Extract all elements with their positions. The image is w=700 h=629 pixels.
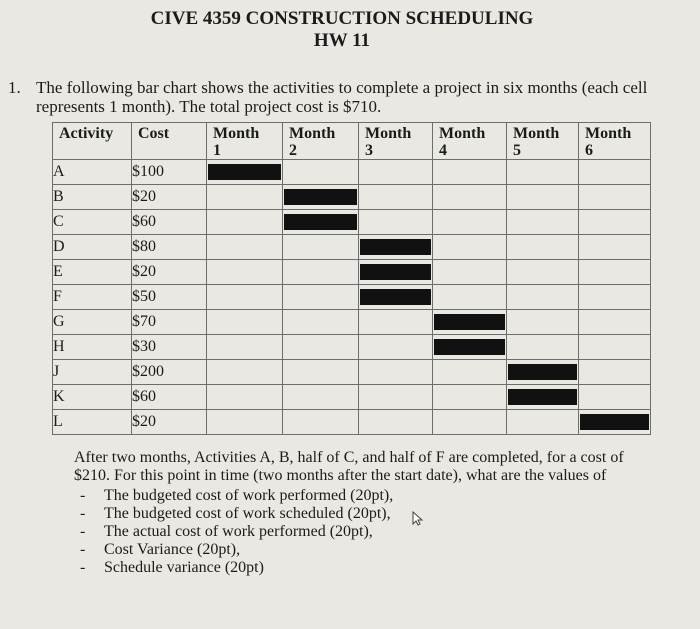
problem-item: - The budgeted cost of work scheduled (20pt), [74,505,674,523]
table-row [53,260,651,285]
month-cell [207,360,283,385]
course-title: CIVE 4359 CONSTRUCTION SCHEDULING [150,8,534,29]
cost-cell: $20 [132,410,207,435]
month-cell [283,235,359,260]
mouse-pointer-icon [410,510,426,526]
table-header-row [53,123,651,160]
table-body [53,160,651,435]
schedule-bar [284,189,357,205]
month-cell [507,310,579,335]
activity-cell: C [53,210,132,235]
month-cell [579,335,651,360]
schedule-bar [284,214,357,230]
problem-statement [74,449,674,577]
month-cell [207,335,283,360]
month-cell [579,310,651,335]
month-cell [433,335,507,360]
month-cell [207,260,283,285]
column-header [579,123,651,160]
month-cell [579,385,651,410]
table-row [53,210,651,235]
cost-cell: $70 [132,310,207,335]
table-row [53,310,651,335]
schedule-bar [360,289,431,305]
month-cell [283,160,359,185]
problem-item: - Cost Variance (20pt), [74,541,674,559]
month-cell [207,210,283,235]
column-header-label: Month [513,125,560,142]
table-row [53,285,651,310]
column-header-label: Month [365,125,412,142]
month-cell [507,335,579,360]
column-header [433,123,507,160]
schedule-bar [360,264,431,280]
table-row [53,385,651,410]
table-row [53,410,651,435]
homework-number: HW 11 [313,30,371,51]
activity-cell: H [53,335,132,360]
month-cell [579,285,651,310]
table-row [53,160,651,185]
problem-items-list [74,487,674,577]
month-cell [507,260,579,285]
cost-cell: $30 [132,335,207,360]
month-cell [283,185,359,210]
column-header-label: Cost [138,125,170,142]
month-cell [579,210,651,235]
month-cell [579,185,651,210]
month-cell [207,185,283,210]
month-cell [579,260,651,285]
schedule-bar [508,389,577,405]
month-cell [359,385,433,410]
month-cell [433,260,507,285]
column-header-number: 2 [289,142,297,159]
activity-cell: F [53,285,132,310]
column-header [359,123,433,160]
month-cell [359,235,433,260]
month-cell [433,360,507,385]
month-cell [433,185,507,210]
month-cell [283,210,359,235]
question-number: 1. [8,78,21,97]
month-cell [283,285,359,310]
month-cell [359,410,433,435]
schedule-bar [434,339,505,355]
schedule-bar [508,364,577,380]
month-cell [283,310,359,335]
month-cell [507,410,579,435]
schedule-bar [360,239,431,255]
question-intro [8,78,688,116]
problem-line2: $210. For this point in time (two months after the start date), what are the values of [74,467,607,484]
cost-cell: $200 [132,360,207,385]
gantt-chart-table [52,122,651,435]
column-header-number: 3 [365,142,373,159]
month-cell [359,335,433,360]
schedule-bar [208,164,281,180]
month-cell [579,410,651,435]
column-header [283,123,359,160]
schedule-bar [434,314,505,330]
column-header [507,123,579,160]
month-cell [359,160,433,185]
activity-cell: K [53,385,132,410]
column-header-label: Month [439,125,486,142]
column-header-label: Month [213,125,260,142]
cost-cell: $60 [132,210,207,235]
month-cell [433,160,507,185]
table-row [53,335,651,360]
column-header-number: 5 [513,142,521,159]
document-title [0,8,700,52]
month-cell [507,285,579,310]
month-cell [207,235,283,260]
column-header-label: Activity [59,125,114,142]
month-cell [283,410,359,435]
month-cell [359,260,433,285]
month-cell [579,235,651,260]
problem-line1: After two months, Activities A, B, half of C, and half of F are completed, for a cost of [74,449,624,466]
activity-cell: L [53,410,132,435]
month-cell [507,160,579,185]
column-header [53,123,132,160]
column-header-label: Month [585,125,632,142]
month-cell [507,185,579,210]
month-cell [433,410,507,435]
activity-cell: J [53,360,132,385]
column-header [132,123,207,160]
month-cell [207,160,283,185]
cost-cell: $50 [132,285,207,310]
cost-cell: $60 [132,385,207,410]
month-cell [433,310,507,335]
month-cell [433,385,507,410]
column-header-label: Month [289,125,336,142]
month-cell [207,385,283,410]
month-cell [507,360,579,385]
month-cell [433,210,507,235]
month-cell [359,360,433,385]
column-header-number: 4 [439,142,447,159]
month-cell [359,210,433,235]
month-cell [359,310,433,335]
table-row [53,360,651,385]
problem-item: - Schedule variance (20pt) [74,559,674,577]
problem-item: - The budgeted cost of work performed (20pt), [74,487,674,505]
month-cell [283,360,359,385]
month-cell [207,310,283,335]
question-intro-line1: The following bar chart shows the activities to complete a project in six months (each cell [36,78,648,97]
problem-item: - The actual cost of work performed (20pt), [74,523,674,541]
month-cell [507,385,579,410]
activity-cell: A [53,160,132,185]
month-cell [283,335,359,360]
month-cell [433,285,507,310]
column-header [207,123,283,160]
question-intro-line2: represents 1 month). The total project cost is $710. [36,97,382,116]
activity-cell: G [53,310,132,335]
cost-cell: $20 [132,185,207,210]
column-header-number: 1 [213,142,221,159]
month-cell [579,360,651,385]
cost-cell: $80 [132,235,207,260]
month-cell [207,285,283,310]
table-row [53,185,651,210]
activity-cell: B [53,185,132,210]
month-cell [433,235,507,260]
month-cell [507,235,579,260]
table-row [53,235,651,260]
schedule-bar [580,414,649,430]
cost-cell: $100 [132,160,207,185]
activity-cell: E [53,260,132,285]
month-cell [507,210,579,235]
cost-cell: $20 [132,260,207,285]
month-cell [283,260,359,285]
month-cell [359,285,433,310]
month-cell [207,410,283,435]
month-cell [579,160,651,185]
column-header-number: 6 [585,142,593,159]
activity-cell: D [53,235,132,260]
month-cell [359,185,433,210]
month-cell [283,385,359,410]
